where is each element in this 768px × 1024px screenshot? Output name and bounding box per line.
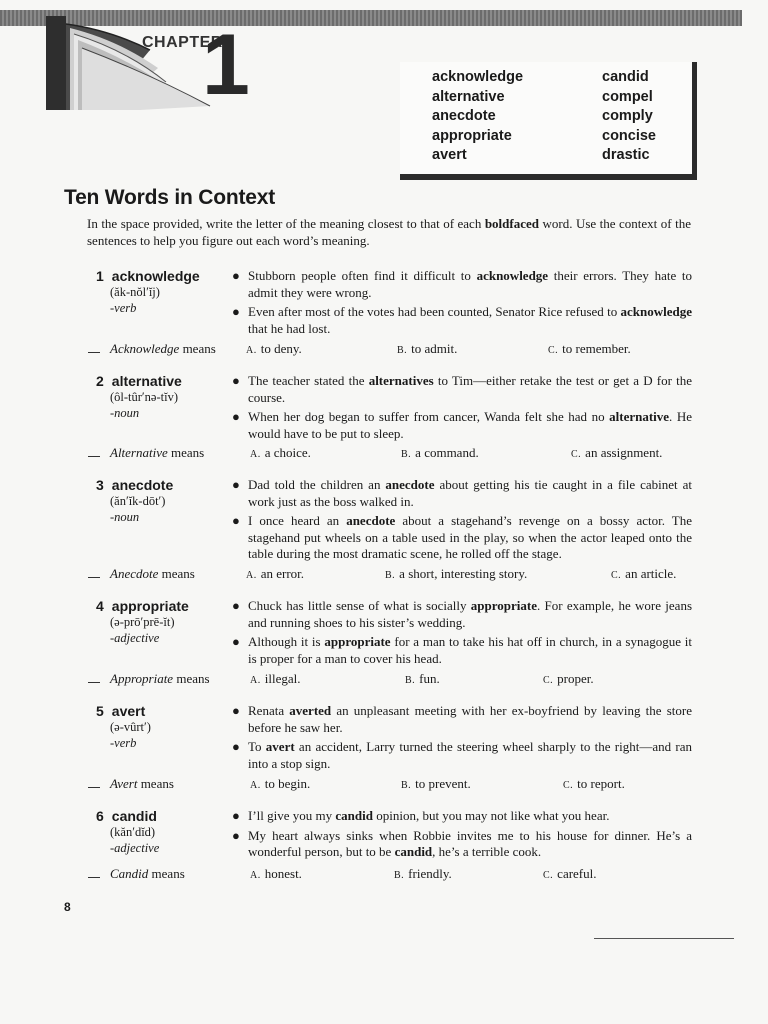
choice-text: to deny.	[260, 341, 302, 356]
entry-sentences	[232, 808, 692, 864]
choice-text: careful.	[557, 866, 597, 881]
choice-text: honest.	[264, 866, 302, 881]
entry-word: alternative	[111, 373, 182, 389]
choice-letter: B.	[401, 449, 412, 460]
context-sentence	[232, 477, 692, 510]
choice-letter: B.	[394, 870, 405, 881]
sentence-keyword: alternative	[609, 409, 670, 424]
answer-choice	[246, 341, 302, 357]
sentence-keyword: acknowledge	[620, 304, 692, 319]
sentence-text: To	[248, 739, 266, 754]
context-sentence	[232, 268, 692, 301]
sentence-text: I once heard an	[248, 513, 347, 528]
entry-pronunciation: (ăn′ĭk-dōt′)	[110, 494, 166, 508]
word-box-item: acknowledge	[432, 69, 524, 85]
bullet-icon: ●	[232, 739, 240, 754]
sentence-keyword: acknowledge	[476, 268, 549, 283]
word-box-item: anecdote	[432, 108, 496, 125]
means-label	[110, 341, 216, 357]
chapter-number: 1	[202, 17, 250, 113]
sentence-text: My heart always sinks when Robbie invites me to his house for dinner. He’s a wonderful person, but to be	[248, 827, 692, 859]
sentence-keyword: anecdote	[385, 477, 435, 492]
entry-number: 1	[96, 268, 104, 284]
entry-sentences	[232, 703, 692, 775]
vocabulary-word-box	[400, 62, 697, 180]
entry-sentences	[232, 477, 692, 566]
word-box-item: comply	[602, 108, 653, 125]
entry-headword	[96, 373, 182, 389]
sentence-text: , he’s a terrible cook.	[432, 844, 542, 859]
context-sentence	[232, 703, 692, 736]
choice-text: proper.	[557, 671, 594, 686]
answer-choice	[397, 341, 457, 357]
entry-pronunciation: (ə-vûrt′)	[110, 720, 151, 734]
choice-text: to report.	[577, 776, 625, 791]
entry-headword	[96, 808, 157, 824]
chapter-label: CHAPTER	[142, 34, 223, 51]
sentence-text: that he had lost.	[248, 320, 331, 336]
means-suffix: means	[179, 341, 216, 356]
entry-word: candid	[111, 808, 157, 824]
choice-text: an article.	[625, 566, 677, 581]
entry-number: 2	[96, 373, 104, 389]
entry-headword	[96, 477, 173, 493]
choice-text: illegal.	[264, 671, 301, 686]
choice-letter: C.	[563, 780, 574, 791]
bullet-icon: ●	[232, 598, 240, 613]
context-sentence	[232, 373, 692, 406]
answer-choice	[543, 866, 597, 882]
choice-letter: B.	[397, 345, 408, 356]
entry-headword	[96, 598, 189, 614]
choice-text: fun.	[419, 671, 440, 686]
entry-sentences	[232, 373, 692, 445]
answer-choice	[563, 776, 625, 792]
choice-letter: A.	[250, 675, 261, 686]
entry-part-of-speech: -noun	[110, 510, 140, 524]
sentence-keyword: candid	[394, 844, 433, 859]
context-sentence	[232, 513, 692, 563]
word-box-item: concise	[602, 127, 656, 144]
entry-pronunciation: (ăk-nŏl′ĭj)	[110, 285, 160, 299]
word-box-item: compel	[602, 88, 653, 105]
means-label	[110, 776, 174, 792]
answer-choice	[543, 671, 594, 687]
sentence-text: Chuck has little sense of what is socially	[248, 598, 471, 613]
word-box-right-column	[602, 68, 656, 166]
bullet-icon: ●	[232, 409, 240, 424]
page-number: 8	[64, 900, 71, 914]
entry-sentences	[232, 598, 692, 670]
word-box-item: avert	[432, 147, 467, 164]
answer-choice	[250, 445, 311, 461]
answer-choice	[394, 866, 452, 882]
bullet-icon: ●	[232, 634, 240, 649]
bullet-icon: ●	[232, 703, 240, 718]
answer-blank[interactable]	[88, 456, 100, 457]
answer-choice	[548, 341, 631, 357]
word-box-item: appropriate	[432, 127, 512, 144]
entry-pronunciation: (ə-prō′prē-ĭt)	[110, 615, 175, 629]
entry-part-of-speech: -noun	[110, 406, 140, 420]
answer-choice	[385, 566, 527, 582]
sentence-text: about getting his tie caught in a file cabinet at work just as the boss walked in.	[248, 477, 692, 509]
answer-choice	[250, 776, 310, 792]
means-word: Acknowledge	[110, 341, 180, 356]
sentence-text: Stubborn people often find it difficult to	[248, 268, 477, 283]
sentence-text: opinion, but you may not like what you hear.	[372, 808, 610, 823]
choice-text: a short, interesting story.	[399, 566, 528, 581]
answer-choice	[611, 566, 676, 582]
bullet-icon: ●	[232, 477, 240, 492]
answer-choice	[571, 445, 662, 461]
means-word: Alternative	[110, 445, 168, 460]
choice-letter: B.	[401, 780, 412, 791]
sentence-keyword: avert	[265, 739, 295, 754]
sentence-text: Dad told the children an	[248, 477, 386, 492]
section-title: Ten Words in Context	[64, 186, 276, 209]
means-word: Candid	[110, 866, 149, 881]
sentence-text: Renata	[248, 703, 290, 718]
answer-choice	[246, 566, 304, 582]
sentence-keyword: anecdote	[346, 513, 396, 528]
choice-text: to prevent.	[415, 776, 471, 791]
bullet-icon: ●	[232, 304, 240, 319]
answer-blank[interactable]	[88, 877, 100, 878]
answer-choice	[405, 671, 440, 687]
means-suffix: means	[173, 671, 210, 686]
sentence-keyword: appropriate	[470, 598, 537, 613]
word-box-item: candid	[602, 69, 649, 85]
answer-choice	[401, 776, 471, 792]
means-label	[110, 671, 210, 687]
bullet-icon: ●	[232, 513, 240, 528]
open-book-icon	[40, 10, 220, 110]
choice-text: to begin.	[264, 776, 311, 791]
bullet-icon: ●	[232, 808, 240, 823]
entry-word: avert	[111, 703, 146, 719]
choice-text: to admit.	[411, 341, 458, 356]
entry-pronunciation: (ôl-tûr′nə-tĭv)	[110, 390, 178, 404]
means-label	[110, 445, 204, 461]
sentence-keyword: alternatives	[368, 373, 434, 388]
entry-number: 6	[96, 808, 104, 824]
choice-text: an error.	[260, 566, 305, 581]
answer-choice	[250, 671, 300, 687]
choice-text: to remember.	[562, 341, 631, 356]
choice-letter: A.	[246, 570, 257, 581]
means-suffix: means	[137, 776, 174, 791]
choice-letter: B.	[405, 675, 416, 686]
footer-rule	[594, 938, 734, 939]
sentence-text: . He would have to be put to sleep.	[248, 409, 692, 441]
choice-letter: C.	[611, 570, 622, 581]
sentence-text: their errors. They hate to admit they were wrong.	[248, 268, 693, 300]
means-suffix: means	[158, 566, 195, 581]
entry-headword	[96, 268, 200, 284]
choice-letter: C.	[543, 870, 554, 881]
word-box-left-column	[432, 68, 523, 166]
answer-blank[interactable]	[88, 352, 100, 353]
choice-letter: C.	[543, 675, 554, 686]
entry-part-of-speech: -verb	[110, 301, 137, 315]
sentence-keyword: candid	[335, 808, 373, 823]
entry-number: 5	[96, 703, 104, 719]
bullet-icon: ●	[232, 268, 240, 283]
sentence-keyword: appropriate	[324, 634, 391, 649]
choice-letter: B.	[385, 570, 396, 581]
means-label	[110, 566, 195, 582]
sentence-text: When her dog began to suffer from cancer, Wanda felt she had no	[248, 409, 610, 424]
entry-word: appropriate	[111, 598, 189, 614]
context-sentence	[232, 304, 692, 337]
instructions-text: word. Use the context of the sentences to help you figure out each word’s meaning.	[87, 216, 691, 248]
bullet-icon: ●	[232, 827, 240, 843]
instructions	[87, 215, 691, 249]
context-sentence	[232, 409, 692, 442]
means-suffix: means	[167, 445, 205, 460]
bullet-icon: ●	[232, 373, 240, 388]
choice-letter: A.	[250, 449, 261, 460]
context-sentence	[232, 808, 692, 825]
means-word: Avert	[110, 776, 138, 791]
word-box-item: alternative	[432, 88, 505, 105]
means-label	[110, 866, 185, 882]
sentence-keyword: averted	[289, 703, 332, 718]
answer-choice	[401, 445, 479, 461]
entry-part-of-speech: -adjective	[110, 841, 160, 855]
entry-pronunciation: (kăn′dĭd)	[110, 825, 156, 839]
sentence-text: I’ll give you my	[248, 808, 336, 823]
choice-letter: A.	[250, 870, 261, 881]
means-word: Appropriate	[110, 671, 174, 686]
choice-letter: C.	[571, 449, 582, 460]
instructions-bold-text: boldfaced	[484, 216, 539, 231]
sentence-text: The teacher stated the	[248, 373, 369, 388]
answer-blank[interactable]	[88, 787, 100, 788]
entry-number: 3	[96, 477, 104, 493]
context-sentence	[232, 598, 692, 631]
sentence-text: for a man to take his hat off in church, in a synagogue it is proper for a man to cover his head.	[248, 634, 692, 666]
word-box-item: drastic	[602, 147, 650, 164]
sentence-text: an unpleasant meeting with her ex-boyfriend by leaving the store before he saw her.	[248, 703, 692, 735]
context-sentence	[232, 828, 692, 861]
choice-text: a choice.	[264, 445, 311, 460]
instructions-text: In the space provided, write the letter of the meaning closest to that of each	[87, 216, 485, 231]
sentence-text: about a stagehand’s revenge on a bossy actor. The stagehand put wheels on a table used in the play, so when the actor leaped onto the table during the most dramatic scene, he rolled off the stage.	[248, 513, 692, 561]
entry-headword	[96, 703, 145, 719]
means-suffix: means	[148, 866, 185, 881]
choice-text: an assignment.	[585, 445, 663, 460]
entry-number: 4	[96, 598, 104, 614]
answer-blank[interactable]	[88, 682, 100, 683]
choice-text: friendly.	[408, 866, 452, 881]
answer-blank[interactable]	[88, 577, 100, 578]
choice-letter: C.	[548, 345, 559, 356]
choice-letter: A.	[250, 780, 261, 791]
entry-word: anecdote	[111, 477, 174, 493]
entry-part-of-speech: -verb	[110, 736, 137, 750]
sentence-text: Even after most of the votes had been counted, Senator Rice refused to	[248, 304, 621, 319]
sentence-text: Although it is	[248, 634, 325, 649]
sentence-text: an accident, Larry turned the steering wheel sharply to the right—and ran into a stop sign.	[248, 739, 692, 771]
context-sentence	[232, 739, 692, 772]
entry-word: acknowledge	[111, 268, 200, 284]
answer-choice	[250, 866, 302, 882]
means-word: Anecdote	[110, 566, 159, 581]
sentence-text: . For example, he wore jeans and running shoes to his sister’s wedding.	[248, 598, 693, 630]
context-sentence	[232, 634, 692, 667]
choice-text: a command.	[415, 445, 479, 460]
sentence-text: to Tim—either retake the test or get a D for the course.	[248, 373, 692, 405]
entry-sentences	[232, 268, 692, 340]
entry-part-of-speech: -adjective	[110, 631, 160, 645]
choice-letter: A.	[246, 345, 257, 356]
